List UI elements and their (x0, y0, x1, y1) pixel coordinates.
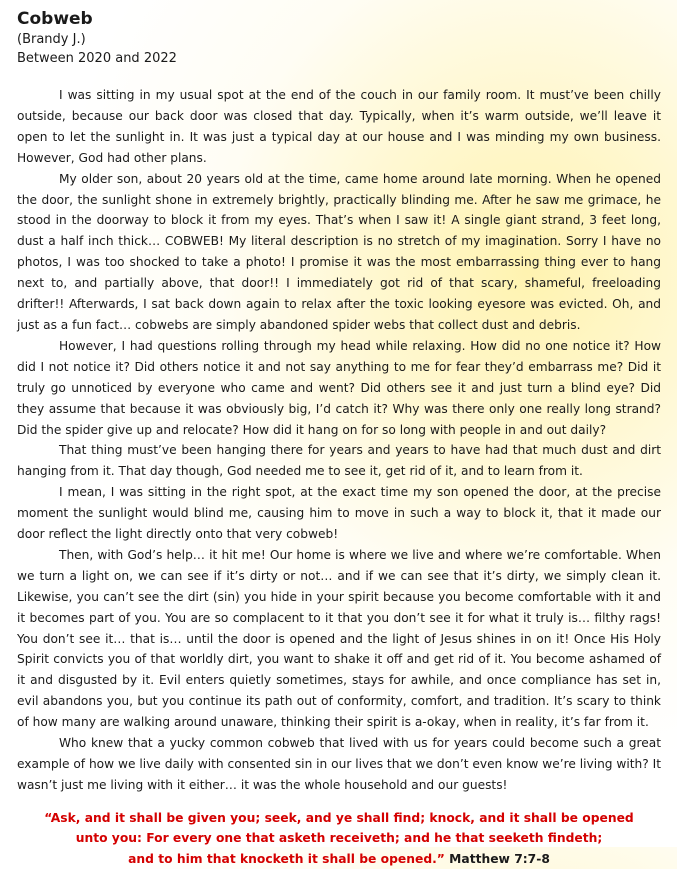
paragraph: My older son, about 20 years old at the time, came home around late morning. When he opened the door, the sunlight shone in extremely brightly, practically blinding me. After he saw me grimace, he stood in the doorway to block it from my eyes. That’s when I saw it! A single giant strand, 3 feet long, dust a half inch thick… COBWEB! My literal description is no stretch of my imagination. Sorry I have no photos, I was too shocked to take a photo! I promise it was the most embarrassing thing ever to hang next to, and partially above, that door!! I immediately got rid of that scary, shameful, freeloading drifter!! Afterwards, I sat back down again to relax after the toxic looking eyesore was evicted. Oh, and just as a fun fact… cobwebs are simply abandoned spider webs that collect dust and debris. (17, 171, 661, 332)
document (17, 8, 661, 869)
quote-line-final (17, 849, 661, 869)
quote-line: “Ask, and it shall be given you; seek, and ye shall find; knock, and it shall be opened (44, 810, 634, 825)
story-body (17, 85, 661, 796)
quote-line: and to him that knocketh it shall be opened.” (128, 851, 445, 866)
paragraph: Who knew that a yucky common cobweb that lived with us for years could become such a great example of how we live daily with consented sin in our lives that we don’t even know we’re living with? It wasn’t just me living with it either… it was the whole household and our guests! (17, 736, 661, 792)
paragraph: However, I had questions rolling through my head while relaxing. How did no one notice it? How did I not notice it? Did others notice it and not say anything to me for fear they’d embarrass me? Did it truly go unnoticed by everyone who came and went? Did others see it and just turn a blind eye? Did they assume that because it was obviously big, I’d catch it? Why was there only one really long strand? Did the spider give up and relocate? How did it hang on for so long with people in and out daily? (17, 338, 661, 437)
paragraph: I was sitting in my usual spot at the end of the couch in our family room. It must’ve been chilly outside, because our back door was closed that day. Typically, when it’s warm outside, we’ll leave it open to let the sunlight in. It was just a typical day at our house and I was minding my own business. However, God had other plans. (17, 88, 661, 165)
paragraph: Then, with God’s help… it hit me! Our home is where we live and where we’re comfortable. When we turn a light on, we can see if it’s dirty or not… and if we can see that it’s dirty, we simply clean it. Likewise, you can’t see the dirt (sin) you hide in your spirit because you become comfortable with it and it becomes part of you. You are so complacent to it that you don’t see it for what it truly is… filthy rags! You don’t see it… that is… until the door is opened and the light of Jesus shines in on it! Once His Holy Spirit convicts you of that worldly dirt, you want to shake it off and get rid of it. You become ashamed of it and disgusted by it. Evil enters quietly sometimes, stays for awhile, and once compliance has set in, evil abandons you, but you continue its path out of conformity, comfort, and tradition. It’s scary to think of how many are walking around unaware, thinking their spirit is a-okay, when in reality, it’s far from it. (17, 547, 661, 730)
author-line: (Brandy J.) (17, 32, 86, 47)
scripture-reference: Matthew 7:7-8 (449, 851, 550, 866)
date-line: Between 2020 and 2022 (17, 51, 177, 66)
document-title: Cobweb (17, 9, 93, 29)
paragraph: That thing must’ve been hanging there for years and years to have had that much dust and dirt hanging from it. That day though, God needed me to see it, get rid of it, and to learn from it. (17, 443, 661, 479)
quote-line: unto you: For every one that asketh receiveth; and he that seeketh findeth; (75, 831, 603, 846)
paragraph: I mean, I was sitting in the right spot, at the exact time my son opened the door, at the precise moment the sunlight would blind me, causing him to move in such a way to block it, that it made our door reflect the light directly onto that very cobweb! (17, 485, 661, 542)
scripture-quote (17, 808, 661, 869)
